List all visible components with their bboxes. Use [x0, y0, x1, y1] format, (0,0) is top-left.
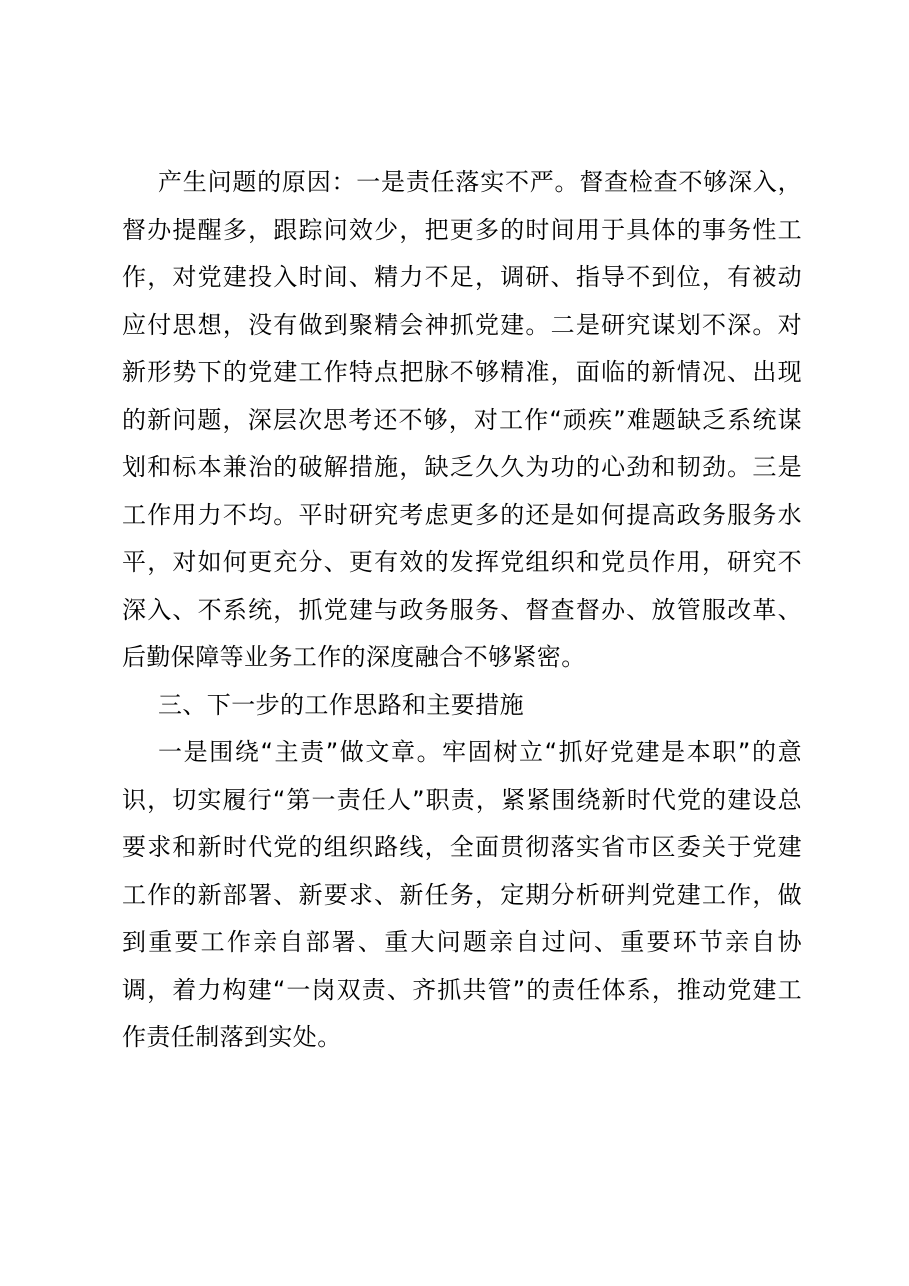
paragraph-causes: 产生问题的原因：一是责任落实不严。督查检查不够深入，督办提醒多，跟踪问效少，把更多的时间用于具体的事务性工作，对党建投入时间、精力不足，调研、指导不到位，有被动应付思想，没有做到聚精会神抓党建。二是研究谋划不深。对新形势下的党建工作特点把脉不够精准，面临的新情况、出现的新问题，深层次思考还不够，对工作“顽疾”难题缺乏系统谋划和标本兼治的破解措施，缺乏久久为功的心劲和韧劲。三是工作用力不均。平时研究考虑更多的还是如何提高政务服务水平，对如何更充分、更有效的发挥党组织和党员作用，研究不深入、不系统，抓党建与政务服务、督查督办、放管服改革、后勤保障等业务工作的深度融合不够紧密。: [122, 168, 802, 671]
section-heading: 三、下一步的工作思路和主要措施: [158, 690, 524, 719]
paragraph-measure-one: 一是围绕“主责”做文章。牢固树立“抓好党建是本职”的意识，切实履行“第一责任人”职责，紧紧围绕新时代党的建设总要求和新时代党的组织路线，全面贯彻落实省市区委关于党建工作的新部署、新要求、新任务，定期分析研判党建工作，做到重要工作亲自部署、重大问题亲自过问、重要环节亲自协调，着力构建“一岗双责、齐抓共管”的责任体系，推动党建工作责任制落到实处。: [122, 738, 802, 1051]
document-body: [122, 159, 802, 1062]
